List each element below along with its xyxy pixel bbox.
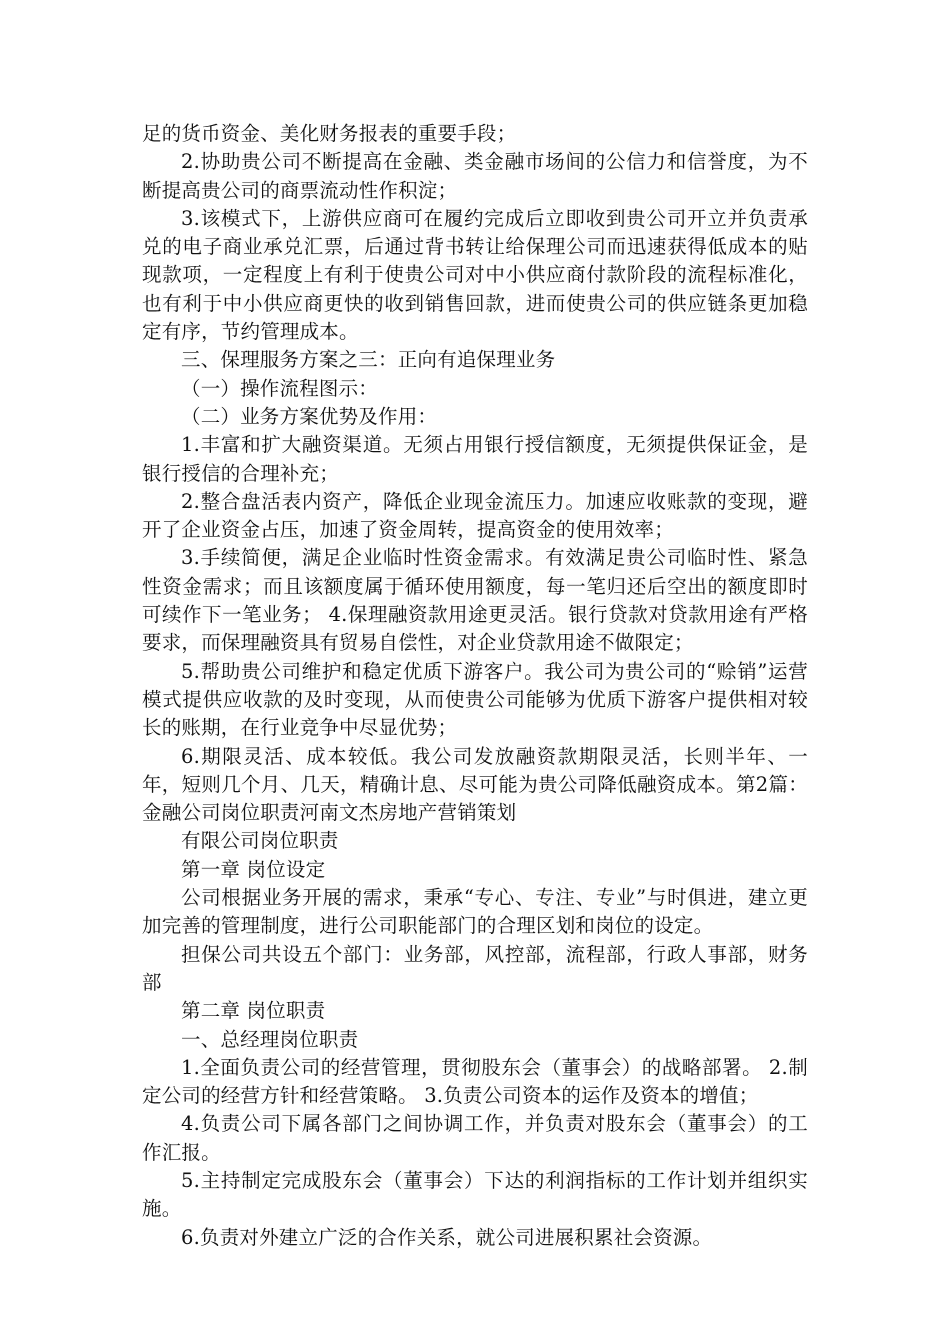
paragraph: 5.帮助贵公司维护和稳定优质下游客户。我公司为贵公司的“赊销”运营模式提供应收款的及时变现，从而使贵公司能够为优质下游客户提供相对较长的账期，在行业竞争中尽显优势； [142, 659, 808, 740]
paragraph: 有限公司岗位职责 [181, 829, 339, 853]
paragraph: 1.丰富和扩大融资渠道。无须占用银行授信额度，无须提供保证金，是银行授信的合理补充； [142, 433, 808, 485]
subsection-heading: （一）操作流程图示： [181, 376, 379, 400]
paragraph: 公司根据业务开展的需求，秉承“专心、专注、专业”与时俱进，建立更加完善的管理制度，进行公司职能部门的合理区划和岗位的设定。 [142, 886, 808, 938]
paragraph: 5.主持制定完成股东会（董事会）下达的利润指标的工作计划并组织实施。 [142, 1168, 808, 1221]
document-body [142, 120, 808, 1252]
paragraph: 1.全面负责公司的经营管理，贯彻股东会（董事会）的战略部署。 2.制定公司的经营方针和经营策略。 3.负责公司资本的运作及资本的增值； [142, 1055, 808, 1108]
subsection-heading: （二）业务方案优势及作用： [181, 404, 438, 428]
paragraph: 4.负责公司下属各部门之间协调工作，并负责对股东会（董事会）的工作汇报。 [142, 1112, 808, 1164]
chapter-heading: 第一章 岗位设定 [181, 857, 326, 881]
paragraph: 足的货币资金、美化财务报表的重要手段； [142, 122, 517, 145]
paragraph: 2.整合盘活表内资产，降低企业现金流压力。加速应收账款的变现，避开了企业资金占压，加速了资金周转，提高资金的使用效率； [142, 489, 808, 542]
paragraph: 3.手续简便，满足企业临时性资金需求。有效满足贵公司临时性、紧急性资金需求；而且该额度属于循环使用额度，每一笔归还后空出的额度即时可续作下一笔业务； 4.保理融资款用途更灵活。银行贷款对贷款用途有严格要求，而保理融资具有贸易自偿性，对企业贷款用途不做限定； [142, 546, 808, 655]
paragraph: 6.负责对外建立广泛的合作关系，就公司进展积累社会资源。 [181, 1225, 713, 1249]
section-heading: 一、总经理岗位职责 [181, 1027, 359, 1051]
paragraph: 担保公司共设五个部门：业务部，风控部，流程部，行政人事部，财务部 [142, 942, 808, 994]
paragraph: 3.该模式下，上游供应商可在履约完成后立即收到贵公司开立并负责承兑的电子商业承兑汇票，后通过背书转让给保理公司而迅速获得低成本的贴现款项，一定程度上有利于使贵公司对中小供应商付款阶段的流程标准化，也有利于中小供应商更快的收到销售回款，进而使贵公司的供应链条更加稳定有序，节约管理成本。 [142, 206, 808, 344]
section-heading: 三、保理服务方案之三：正向有追保理业务 [181, 348, 556, 372]
paragraph: 2.协助贵公司不断提高在金融、类金融市场间的公信力和信誉度，为不断提高贵公司的商票流动性作积淀； [142, 150, 808, 202]
chapter-heading: 第二章 岗位职责 [181, 999, 326, 1023]
paragraph: 6.期限灵活、成本较低。我公司发放融资款期限灵活，长则半年、一年，短则几个月、几天，精确计息、尽可能为贵公司降低融资成本。第2篇：金融公司岗位职责河南文杰房地产营销策划 [142, 744, 808, 825]
